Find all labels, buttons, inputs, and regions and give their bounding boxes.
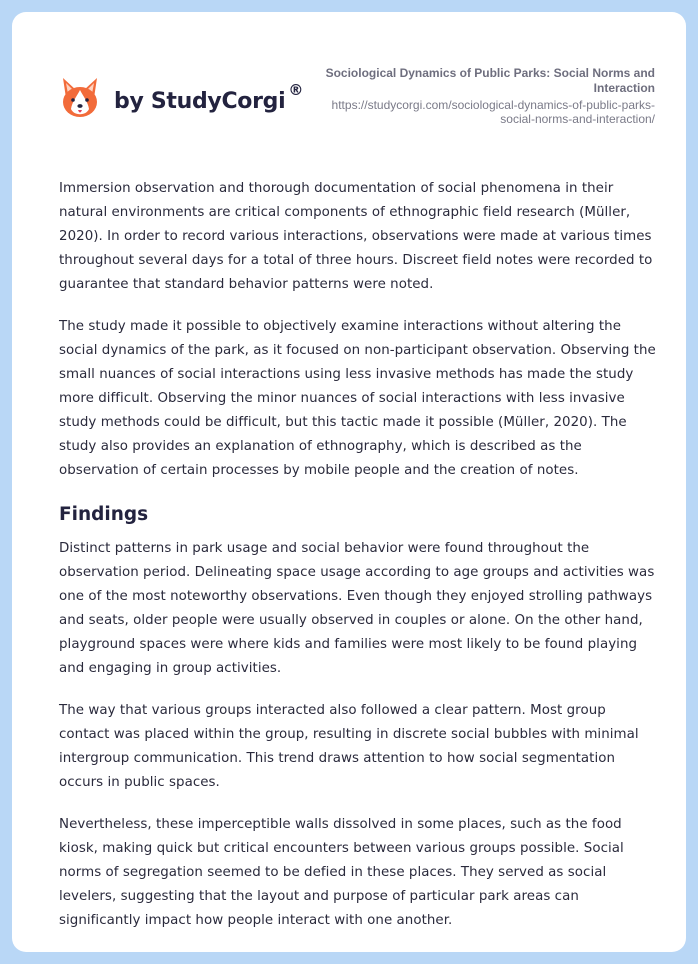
logo-text: by StudyCorgi ®	[114, 80, 304, 114]
document-page	[12, 12, 686, 952]
registered-mark: ®	[288, 80, 304, 99]
document-url[interactable]: https://studycorgi.com/sociological-dynamics-of-public-parks-social-norms-and-interaction/	[331, 98, 655, 126]
paragraph: Nevertheless, these imperceptible walls dissolved in some places, such as the food kiosk, making quick but critical encounters between various groups possible. Social norms of segregation seemed to be defied in these places. They served as social levelers, suggesting that the layout and purpose of particular park areas can significantly impact how people interact with one another.	[59, 817, 624, 928]
corgi-icon	[60, 76, 100, 120]
studycorgi-logo[interactable]	[60, 76, 303, 120]
document-meta	[305, 66, 655, 126]
paragraph: The study made it possible to objectively examine interactions without altering the social dynamics of the park, as it focused on non-participant observation. Observing the small nuances of social interactions using less invasive methods has made the study more difficult. Observing the minor nuances of social interactions with less invasive study methods could be difficult, but this tactic made it possible (Müller, 2020). The study also provides an explanation of ethnography, which is described as the observation of certain processes by mobile people and the creation of notes.	[59, 319, 656, 478]
document-body	[59, 177, 659, 951]
paragraph: Distinct patterns in park usage and social behavior were found throughout the observation period. Delineating space usage according to age groups and activities was one of the most noteworthy observations. Even though they enjoyed strolling pathways and seats, older people were usually observed in couples or alone. On the other hand, playground spaces were where kids and families were most likely to be found playing and engaging in group activities.	[59, 541, 655, 676]
document-title: Sociological Dynamics of Public Parks: Social Norms and Interaction	[325, 66, 655, 95]
paragraph: Immersion observation and thorough documentation of social phenomena in their natural environments are critical components of ethnographic field research (Müller, 2020). In order to record various interactions, observations were made at various times throughout several days for a total of three hours. Discreet field notes were recorded to guarantee that standard behavior patterns were noted.	[59, 181, 653, 292]
section-heading-findings: Findings	[59, 504, 149, 525]
paragraph: The way that various groups interacted also followed a clear pattern. Most group contact was placed within the group, resulting in discrete social bubbles with minimal intergroup communication. This trend draws attention to how social segmentation occurs in public spaces.	[59, 703, 639, 790]
